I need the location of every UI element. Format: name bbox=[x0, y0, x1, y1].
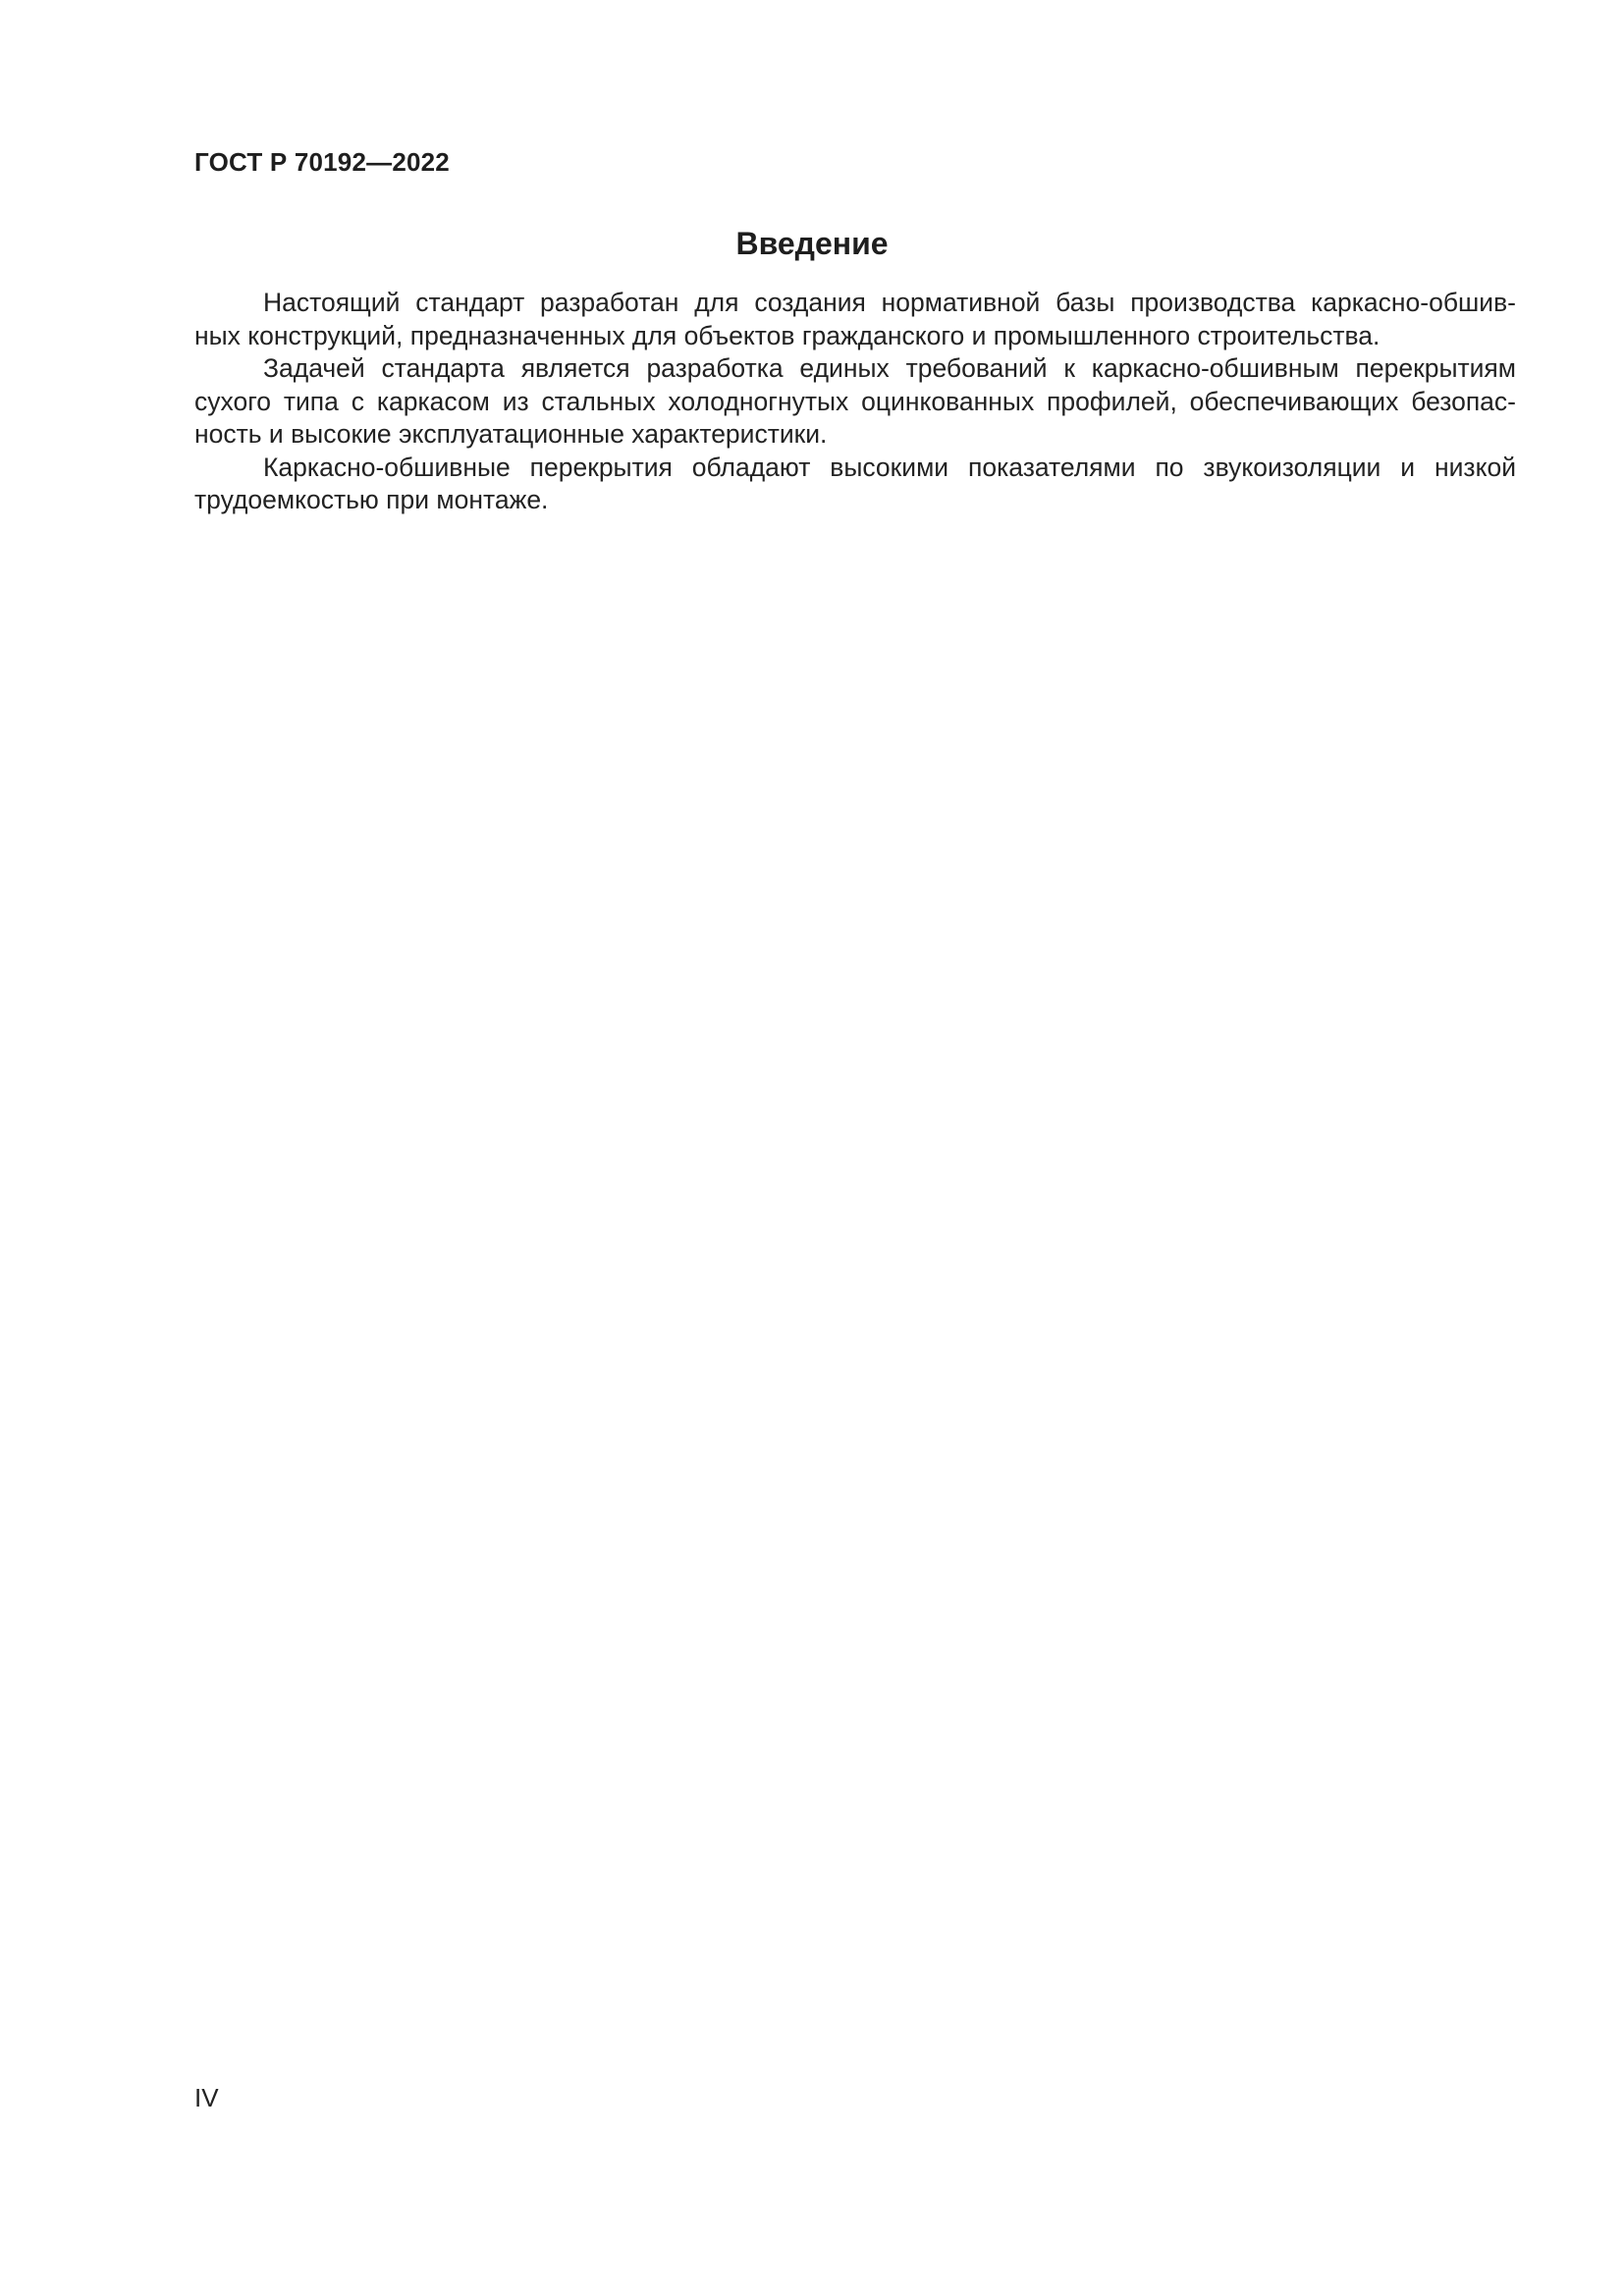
paragraph-line: ность и высокие эксплуатационные характеристики. bbox=[194, 419, 828, 449]
page-number: IV bbox=[194, 2083, 219, 2112]
paragraph-line: Каркасно-обшивные перекрытия обладают высокими показателями по звукоизоляции и низкой bbox=[263, 452, 1516, 482]
paragraph-3 bbox=[194, 452, 1516, 517]
document-body bbox=[194, 287, 1516, 517]
document-header: ГОСТ Р 70192—2022 bbox=[194, 147, 450, 177]
paragraph-line: сухого типа с каркасом из стальных холодногнутых оцинкованных профилей, обеспечивающих безопас- bbox=[194, 386, 1516, 416]
paragraph-line: Задачей стандарта является разработка единых требований к каркасно-обшивным перекрытиям bbox=[263, 353, 1516, 383]
paragraph-line: Настоящий стандарт разработан для создания нормативной базы производства каркасно-обшив- bbox=[263, 288, 1516, 317]
section-title: Введение bbox=[735, 226, 889, 261]
paragraph-line: ных конструкций, предназначенных для объектов гражданского и промышленного строительства. bbox=[194, 320, 1380, 350]
paragraph-2 bbox=[194, 352, 1516, 452]
paragraph-1 bbox=[194, 287, 1516, 352]
paragraph-line: трудоемкостью при монтаже. bbox=[194, 485, 549, 514]
